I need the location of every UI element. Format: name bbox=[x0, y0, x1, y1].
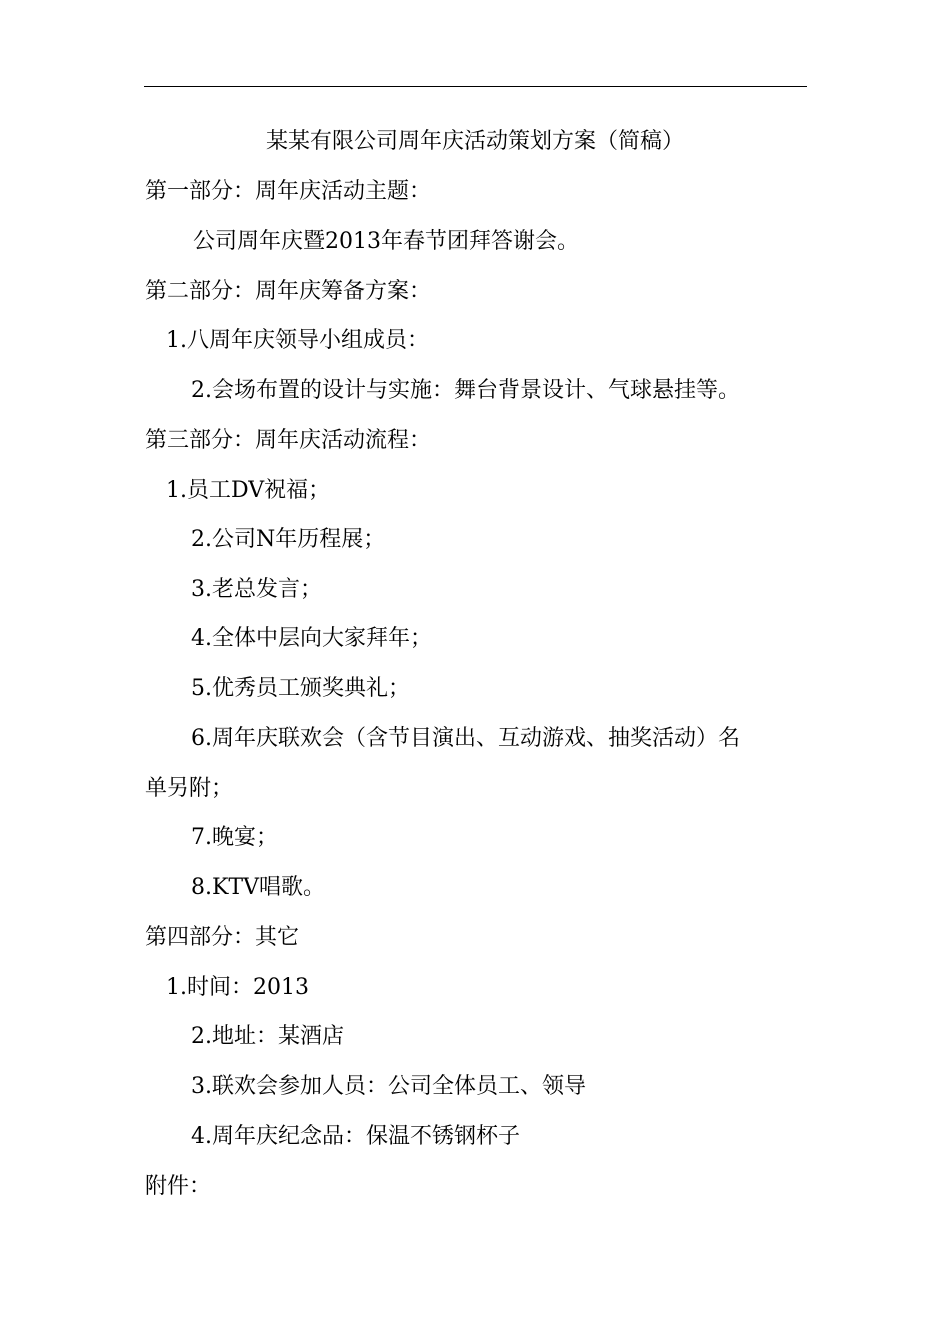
section1-heading: 第一部分：周年庆活动主题： bbox=[145, 179, 432, 204]
section3-item: 5.优秀员工颁奖典礼； bbox=[191, 676, 410, 701]
section4-heading: 第四部分：其它 bbox=[145, 925, 300, 950]
document-title: 某某有限公司周年庆活动策划方案（简稿） bbox=[265, 129, 684, 154]
attachment-label: 附件： bbox=[145, 1174, 212, 1199]
section4-item: 2.地址：某酒店 bbox=[191, 1024, 344, 1049]
section4-item: 3.联欢会参加人员：公司全体员工、领导 bbox=[191, 1074, 586, 1099]
header-rule bbox=[144, 86, 807, 87]
section3-item: 1.员工DV祝福； bbox=[166, 478, 331, 503]
section4-item: 4.周年庆纪念品：保温不锈钢杯子 bbox=[191, 1124, 520, 1149]
section3-item: 6.周年庆联欢会（含节目演出、互动游戏、抽奖活动）名 bbox=[191, 726, 740, 751]
section3-item: 8.KTV唱歌。 bbox=[191, 875, 325, 900]
section1-body: 公司周年庆暨2013年春节团拜答谢会。 bbox=[193, 229, 579, 254]
section3-item: 7.晚宴； bbox=[191, 825, 278, 850]
section2-item: 2.会场布置的设计与实施：舞台背景设计、气球悬挂等。 bbox=[191, 378, 740, 403]
section3-item-continuation: 单另附； bbox=[145, 776, 234, 801]
section3-item: 2.公司N年历程展； bbox=[191, 527, 386, 552]
section2-item: 1.八周年庆领导小组成员： bbox=[166, 328, 429, 353]
section3-item: 4.全体中层向大家拜年； bbox=[191, 626, 432, 651]
section3-item: 3.老总发言； bbox=[191, 577, 322, 602]
section2-heading: 第二部分：周年庆筹备方案： bbox=[145, 279, 432, 304]
section3-heading: 第三部分：周年庆活动流程： bbox=[145, 428, 432, 453]
section4-item: 1.时间：2013 bbox=[166, 975, 309, 1000]
